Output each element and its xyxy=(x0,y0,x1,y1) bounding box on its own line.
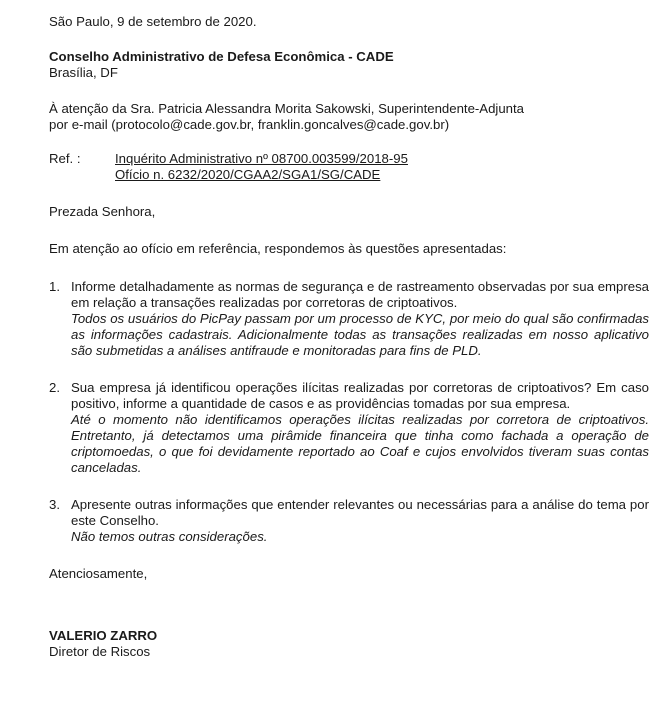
closing: Atenciosamente, xyxy=(49,566,148,581)
intro-paragraph: Em atenção ao ofício em referência, respondemos às questões apresentadas: xyxy=(49,241,507,256)
signer-role: Diretor de Riscos xyxy=(49,644,151,659)
question-number: 2. xyxy=(49,380,60,395)
question-number: 1. xyxy=(49,279,60,294)
attention-line: À atenção da Sra. Patricia Alessandra Morita Sakowski, Superintendente-Adjunta xyxy=(49,101,525,116)
recipient-city: Brasília, DF xyxy=(49,65,118,80)
reference-label: Ref. : xyxy=(49,151,81,166)
question-text: Apresente outras informações que entender relevantes ou necessárias para a análise do tema por este Conselho. xyxy=(71,497,649,528)
reference-inquiry: Inquérito Administrativo nº 08700.003599/2018-95 xyxy=(115,151,408,166)
question-item-3 xyxy=(49,497,649,545)
answer-text: Até o momento não identificamos operações ilícitas realizadas por corretora de criptoativos. Entretanto, já detectamos uma pirâmide financeira que tinha como fachada a operação de criptomoedas, o que foi devidamente reportado ao Coaf e cujos envolvidos tiveram suas contas canceladas. xyxy=(71,412,649,475)
email-line: por e-mail (protocolo@cade.gov.br, franklin.goncalves@cade.gov.br) xyxy=(49,117,450,132)
question-number: 3. xyxy=(49,497,60,512)
reference-office: Ofício n. 6232/2020/CGAA2/SGA1/SG/CADE xyxy=(115,167,381,182)
reference-block xyxy=(49,151,649,183)
answer-text: Todos os usuários do PicPay passam por um processo de KYC, por meio do qual são confirmadas as informações cadastrais. Adicionalmente todas as transações realizadas em nosso aplicativo são submetidas a análises antifraude e monitoradas para fins de PLD. xyxy=(71,311,649,358)
question-text: Sua empresa já identificou operações ilícitas realizadas por corretoras de criptoativos? Em caso positivo, informe a quantidade de casos e as providências tomadas por sua empresa. xyxy=(71,380,649,411)
question-item-1 xyxy=(49,279,649,359)
answer-text: Não temos outras considerações. xyxy=(71,529,268,544)
signer-name: VALERIO ZARRO xyxy=(49,628,158,643)
recipient-org: Conselho Administrativo de Defesa Econômica - CADE xyxy=(49,49,394,64)
question-item-2 xyxy=(49,380,649,476)
letter-date: São Paulo, 9 de setembro de 2020. xyxy=(49,14,257,29)
question-text: Informe detalhadamente as normas de segurança e de rastreamento observadas por sua empresa em relação a transações realizadas por corretoras de criptoativos. xyxy=(71,279,649,310)
greeting: Prezada Senhora, xyxy=(49,204,156,219)
reference-lines xyxy=(115,151,408,183)
